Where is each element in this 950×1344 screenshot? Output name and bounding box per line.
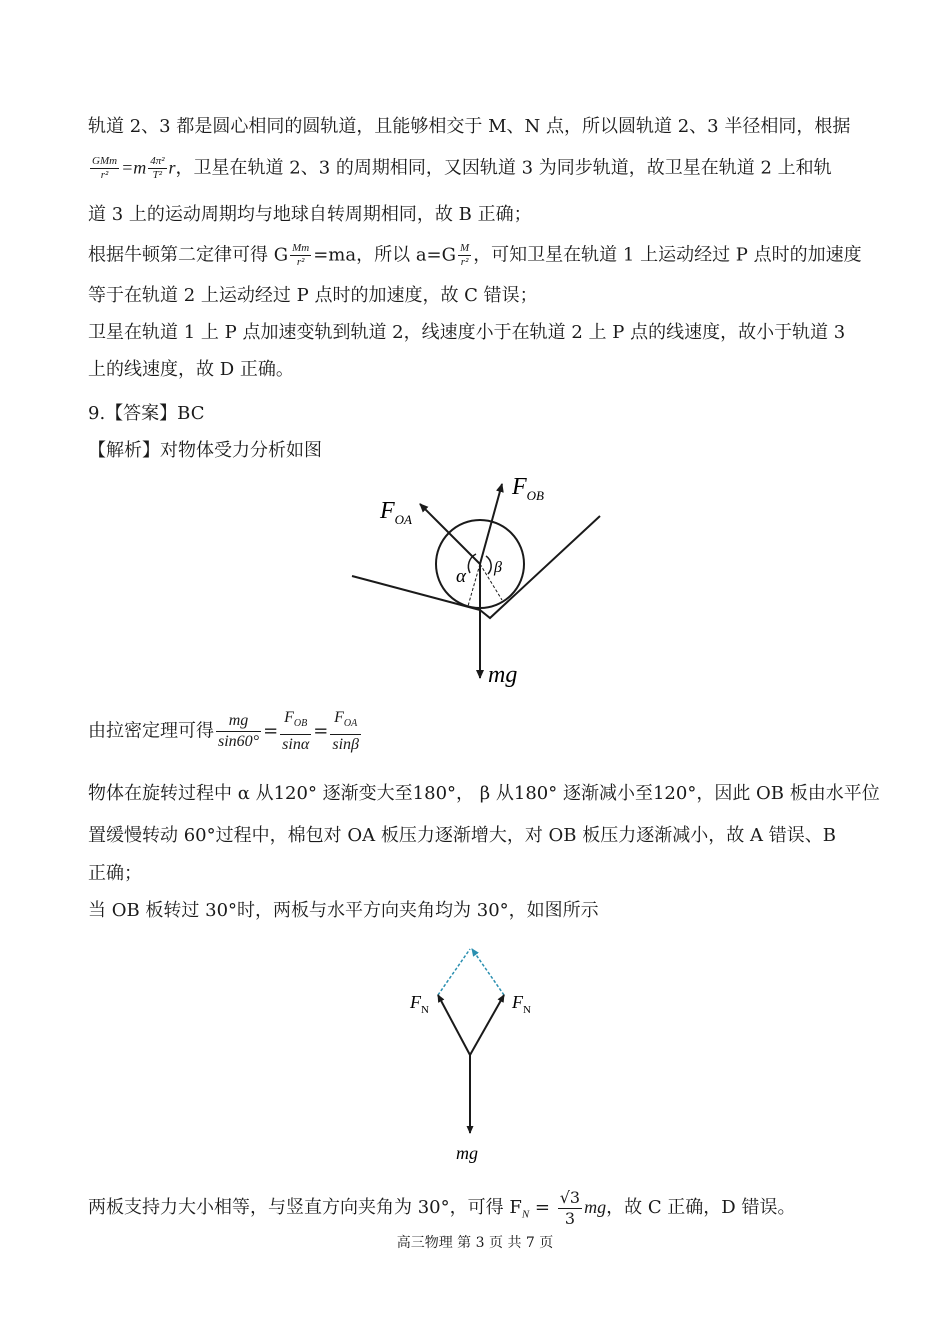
label-alpha: α (456, 566, 466, 587)
fraction (148, 155, 166, 182)
label-mg: mg (488, 662, 518, 688)
fraction (290, 242, 311, 269)
text-span: 由拉密定理可得 (88, 720, 214, 742)
denominator: r² (460, 256, 469, 268)
text-span: 两板支持力大小相等，与竖直方向夹角为 30°，可得 F (88, 1197, 522, 1218)
text-span: ，可知卫星在轨道 1 上运动经过 P 点时的加速度 (473, 244, 862, 266)
text-span: =ma，所以 a=G (313, 244, 457, 266)
fraction (90, 155, 119, 182)
text-line: 物体在旋转过程中 α 从120° 逐渐变大至180°， β 从180° 逐渐减小至120°，因此 OB 板由水平位 (88, 783, 880, 804)
denominator: T² (152, 169, 163, 181)
formula-text: =m (121, 157, 147, 178)
fraction-sqrt3 (558, 1188, 582, 1229)
label-f-ob: $F_{OB}$ (512, 474, 545, 503)
text-line: 卫星在轨道 1 上 P 点加速变轨到轨道 2，线速度小于在轨道 2 上 P 点的线速度，故小于轨道 3 (88, 322, 846, 343)
text-span: ，卫星在轨道 2、3 的周期相同，又因轨道 3 为同步轨道，故卫星在轨道 2 上和轨 (175, 157, 832, 179)
text-line: 等于在轨道 2 上运动经过 P 点时的加速度，故 C 错误； (88, 285, 538, 306)
label-fn-left: $F_N$ (410, 992, 429, 1016)
fraction (458, 242, 471, 269)
dashed-right (472, 949, 504, 995)
equals-sign: = (263, 720, 279, 742)
denominator: sinβ (332, 736, 359, 754)
denominator: 3 (564, 1208, 575, 1228)
lami-formula-line (88, 708, 363, 755)
label-f-oa: $F_{OA}$ (380, 498, 413, 527)
dashed-left (438, 949, 470, 995)
text-line-with-formula (88, 242, 862, 269)
denominator: r² (296, 256, 305, 268)
analysis-heading: 【解析】对物体受力分析如图 (88, 440, 322, 461)
subscript: OB (293, 718, 308, 730)
text-line: 正确； (88, 863, 142, 884)
text-line: 轨道 2、3 都是圆心相同的圆轨道，且能够相交于 M、N 点，所以圆轨道 2、3 半径相同，根据 (88, 116, 851, 137)
fn-left-arrow (438, 995, 470, 1055)
text-line-with-formula (88, 155, 832, 182)
label-mg: mg (456, 1143, 478, 1163)
force-diagram-1 (340, 470, 620, 700)
force-diagram-2 (400, 935, 550, 1170)
page-footer: 高三物理 第 3 页 共 7 页 (396, 1235, 554, 1251)
answer-heading: 9.【答案】BC (88, 403, 205, 424)
numerator: F (334, 709, 344, 726)
label-fn-right: $F_N$ (512, 992, 531, 1016)
force-oa-arrow (420, 504, 480, 564)
numerator: √3 (559, 1187, 581, 1207)
numerator: mg (216, 711, 261, 732)
subscript: OA (343, 718, 358, 730)
numerator: F (284, 709, 294, 726)
text-line-with-formula (88, 1185, 795, 1237)
fraction-mg (216, 711, 261, 752)
numerator: Mm (292, 242, 310, 254)
numerator: GMm (92, 155, 118, 167)
numerator: 4π² (150, 155, 165, 167)
text-line: 当 OB 板转过 30°时，两板与水平方向夹角均为 30°，如图所示 (88, 900, 599, 921)
fn-right-arrow (470, 995, 504, 1055)
fraction-fob (280, 708, 311, 755)
text-line: 置缓慢转动 60°过程中，棉包对 OA 板压力逐渐增大，对 OB 板压力逐渐减小，故 A 错误、B (88, 825, 836, 846)
formula-text: r (168, 157, 176, 178)
denominator: sin60° (218, 733, 260, 751)
text-span: ，故 C 正确，D 错误。 (606, 1197, 796, 1218)
denominator: sinα (282, 736, 310, 754)
numerator: M (460, 242, 470, 254)
text-span: 根据牛顿第二定律可得 G (88, 244, 289, 266)
denominator: r² (100, 169, 109, 181)
label-beta: β (494, 559, 502, 576)
fraction-foa (330, 708, 361, 755)
text-line: 上的线速度，故 D 正确。 (88, 359, 294, 380)
equals-sign: = (529, 1197, 556, 1218)
equals-sign: = (313, 720, 329, 742)
formula-text: mg (584, 1197, 607, 1217)
subscript: N (521, 1208, 530, 1221)
text-line: 道 3 上的运动周期均与地球自转周期相同，故 B 正确； (88, 204, 532, 225)
